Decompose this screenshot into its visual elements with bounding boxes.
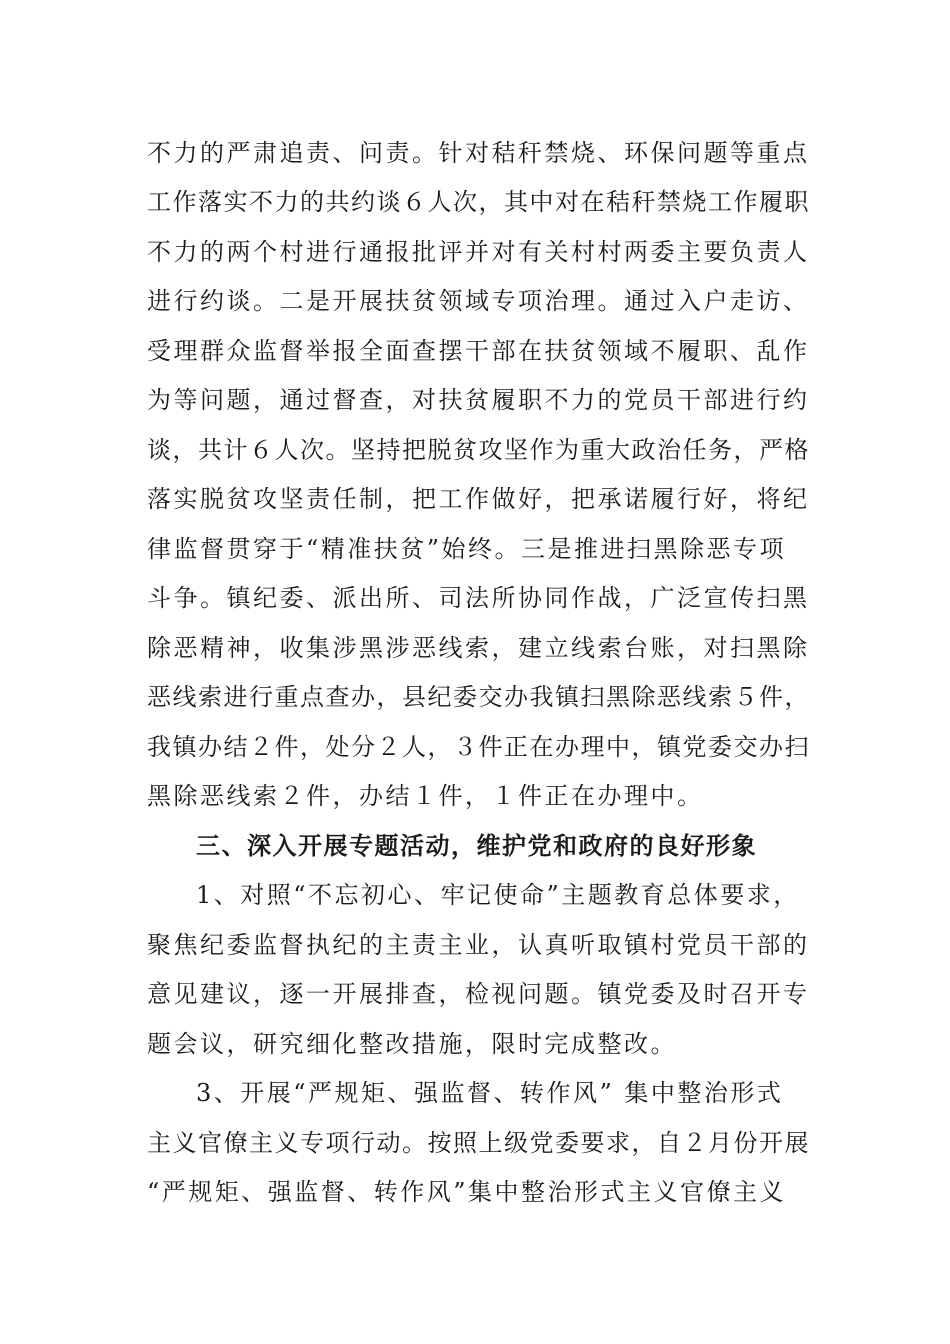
section-heading: 三、深入开展专题活动，维护党和政府的良好形象 [196,831,757,860]
body-text-line: 我镇办结２件，处分２人，３件正在办理中，镇党委交办扫 [147,733,810,761]
body-text-line: 聚焦纪委监督执纪的主责主业，认真听取镇村党员干部的 [147,931,810,959]
body-text-line: 黑除恶线索２件，办结１件，１件正在办理中。 [147,782,704,810]
body-text-line: 题会议，研究细化整改措施，限时完成整改。 [147,1030,677,1058]
body-text-line: 除恶精神，收集涉黑涉恶线索，建立线索台账，对扫黑除 [147,634,810,662]
body-text-line: “严规矩、强监督、转作风”集中整治形式主义官僚主义 [147,1178,787,1206]
body-text-line: 不力的两个村进行通报批评并对有关村村两委主要负责人 [147,238,810,266]
body-text-line: 3、开展“严规矩、强监督、转作风” 集中整治形式 [196,1079,784,1107]
body-text-line: 谈，共计６人次。坚持把脱贫攻坚作为重大政治任务，严格 [147,436,810,464]
body-text-line: 不力的严肃追责、问责。针对秸秆禁烧、环保问题等重点 [147,139,810,167]
body-text-line: 律监督贯穿于“精准扶贫”始终。三是推进扫黑除恶专项 [147,535,787,563]
body-text-line: 受理群众监督举报全面查摆干部在扶贫领域不履职、乱作 [147,337,810,365]
body-text-line: 为等问题，通过督查，对扶贫履职不力的党员干部进行约 [147,386,810,414]
body-text-line: 意见建议，逐一开展排查，检视问题。镇党委及时召开专 [147,980,810,1008]
body-text-line: 工作落实不力的共约谈６人次，其中对在秸秆禁烧工作履职 [147,188,810,216]
body-text-line: 落实脱贫攻坚责任制，把工作做好，把承诺履行好，将纪 [147,485,810,513]
body-text-line: 恶线索进行重点查办，县纪委交办我镇扫黑除恶线索５件， [147,683,810,711]
body-text-line: 主义官僚主义专项行动。按照上级党委要求，自２月份开展 [147,1129,810,1157]
body-text-line: 斗争。镇纪委、派出所、司法所协同作战，广泛宣传扫黑 [147,584,810,612]
body-text-line: 进行约谈。二是开展扶贫领域专项治理。通过入户走访、 [147,287,810,315]
body-text-line: 1、对照“不忘初心、牢记使命”主题教育总体要求， [196,881,800,909]
